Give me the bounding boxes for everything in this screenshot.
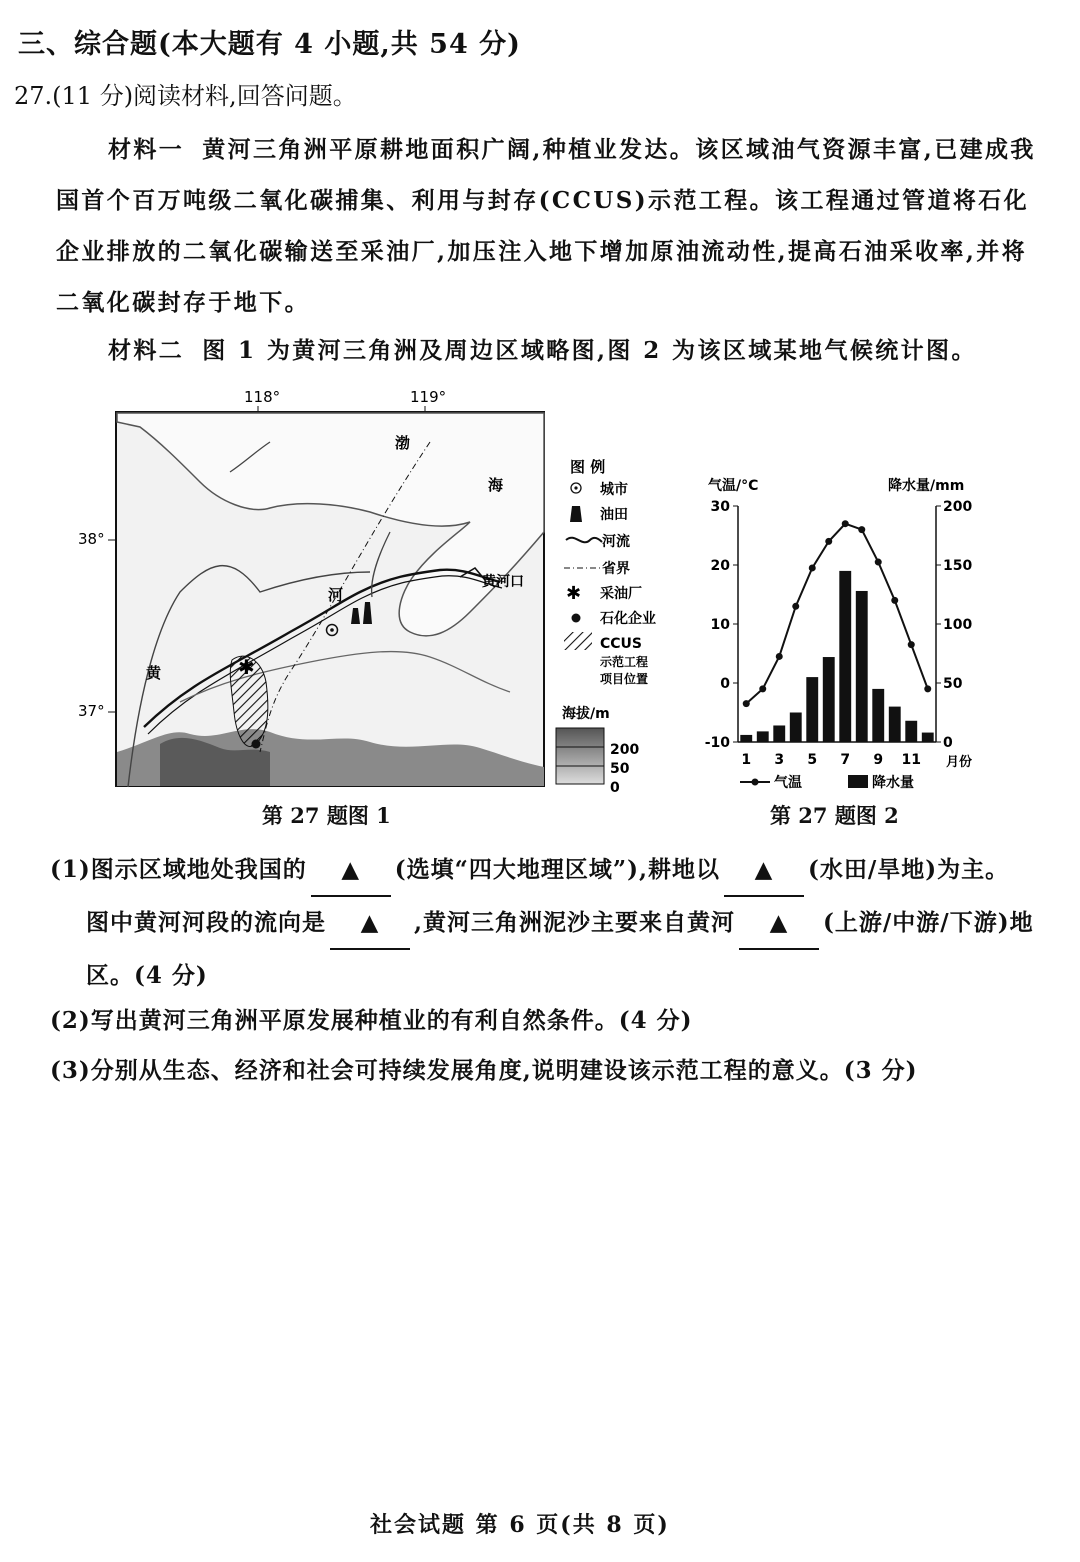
x-tick-label: 11 [901,752,921,768]
precipitation-bar [757,731,769,742]
material-1 [56,124,1046,328]
precipitation-bar [905,721,917,742]
legend-ccus-icon [564,632,592,650]
y-left-tick-label: 0 [720,676,730,692]
legend-precipitation: 降水量 [872,775,914,791]
y-right-tick-label: 50 [943,676,963,692]
q1-blank-1[interactable]: ▲ [311,844,391,897]
climate-chart [690,470,990,800]
question-2: (2)写出黄河三角洲平原发展种植业的有利自然条件。(4 分) [50,1007,693,1034]
material-2-label: 材料二 [108,337,185,364]
y-left-tick-label: 10 [710,617,730,633]
y-right-tick-label: 0 [943,735,953,751]
legend-river-icon [566,538,602,543]
legend-oil-plant-icon: ✱ [566,583,582,604]
elevation-title: 海拔/m [562,706,610,722]
x-tick-label: 7 [840,752,851,768]
y-left-tick-label: 20 [710,558,730,574]
legend-oilfield-icon [570,506,582,522]
city-icon-dot [330,628,334,632]
question-3: (3)分别从生态、经济和社会可持续发展角度,说明建设该示范工程的意义。(3 分) [50,1057,918,1084]
y-right-tick-label: 200 [943,499,973,515]
legend-petrochem: 石化企业 [600,611,656,627]
temperature-point [875,559,882,566]
elevation-scale [556,728,604,784]
precipitation-bar [806,677,818,742]
legend-boundary: 省界 [602,561,630,577]
legend-river: 河流 [602,534,630,550]
temperature-point [759,685,766,692]
y-axis-left-label: 气温/°C [708,478,759,494]
temperature-point [891,597,898,604]
q1-mid-3: ,黄河三角洲泥沙主要来自黄河 [414,909,736,936]
x-axis-label: 月份 [946,755,973,770]
oil-plant-icon: ✱ [238,655,255,679]
temperature-point [924,685,931,692]
lon-label-119: 119° [410,388,447,406]
x-tick-label: 3 [774,752,785,768]
y-axis-right-label: 降水量/mm [888,478,965,494]
legend-ccus-line2: 示范工程 [600,655,649,669]
estuary-label: 黄河口 [482,574,524,590]
question-1 [50,844,1050,1001]
legend-petrochem-icon [572,614,581,623]
legend-ccus-line3: 项目位置 [600,672,649,686]
precipitation-bar [922,733,934,742]
x-tick-label: 9 [873,752,884,768]
temperature-point [776,653,783,660]
y-left-tick-label: 30 [710,499,730,515]
sea-label-2: 海 [488,476,504,494]
precipitation-bar [872,689,884,742]
x-tick-label: 1 [741,752,752,768]
map-figure [70,382,670,802]
q1-mid-2: (水田/旱地)为主。 [808,856,1010,883]
legend-city: 城市 [600,482,628,498]
figure-1-caption: 第 27 题图 1 [262,803,391,828]
lon-label-118: 118° [244,388,281,406]
precipitation-bar [790,713,802,743]
q1-blank-4[interactable]: ▲ [739,897,819,950]
legend-temperature: 气温 [774,775,802,791]
legend-oilfield: 油田 [600,507,628,523]
y-right-tick-label: 150 [943,558,973,574]
figure-2-caption: 第 27 题图 2 [770,803,899,828]
temperature-point [792,603,799,610]
precipitation-bar [823,657,835,742]
petrochemical-enterprise-icon [252,740,261,749]
lat-label-38: 38° [78,530,105,548]
q1-mid-1: (选填“四大地理区域”),耕地以 [394,856,721,883]
precipitation-bar [773,725,785,742]
legend-ccus: CCUS [600,636,642,652]
legend-precip-swatch [848,775,868,788]
temperature-point [809,564,816,571]
sea-label-1: 渤 [395,434,411,452]
material-1-text: 黄河三角洲平原耕地面积广阔,种植业发达。该区域油气资源丰富,已建成我国首个百万吨级二氧化碳捕集、利用与封存(CCUS)示范工程。该工程通过管道将石化企业排放的二氧化碳输送至采油厂,加压注入地下增加原油流动性,提高石油采收率,并将二氧化碳封存于地下。 [56,136,1036,316]
q1-prefix: (1)图示区域地处我国的 [50,856,307,883]
precipitation-bar [740,735,752,742]
material-2 [56,332,1046,365]
x-tick-label: 5 [807,752,818,768]
legend-temp-marker [752,779,759,786]
q1-mid-4: (上游/中游/下游)地区。(4 分) [86,909,1034,989]
elevation-50: 50 [610,761,630,777]
lat-label-37: 37° [78,702,105,720]
elevation-0: 0 [610,780,620,796]
temperature-point [825,538,832,545]
question-header: 27.(11 分)阅读材料,回答问题。 [14,82,357,110]
temperature-point [743,700,750,707]
precipitation-bar [889,707,901,742]
temperature-line [746,524,928,704]
q1-blank-2[interactable]: ▲ [724,844,804,897]
elevation-200: 200 [610,742,640,758]
page-footer: 社会试题 第 6 页(共 8 页) [370,1512,670,1538]
material-2-text: 图 1 为黄河三角洲及周边区域略图,图 2 为该区域某地气候统计图。 [202,337,977,364]
temperature-point [842,520,849,527]
y-right-tick-label: 100 [943,617,973,633]
legend-oil-plant: 采油厂 [600,586,642,602]
temperature-point [858,526,865,533]
river-label-2: 黄 [146,664,162,682]
q1-line2-prefix: 图中黄河河段的流向是 [86,909,326,936]
section-title: 三、综合题(本大题有 4 小题,共 54 分) [18,29,521,60]
legend-title: 图 例 [570,458,606,476]
q1-blank-3[interactable]: ▲ [330,897,410,950]
y-left-tick-label: -10 [704,735,730,751]
precipitation-bar [839,571,851,742]
temperature-point [908,641,915,648]
material-1-label: 材料一 [108,136,185,163]
river-label-1: 河 [328,586,344,604]
precipitation-bar [856,591,868,742]
